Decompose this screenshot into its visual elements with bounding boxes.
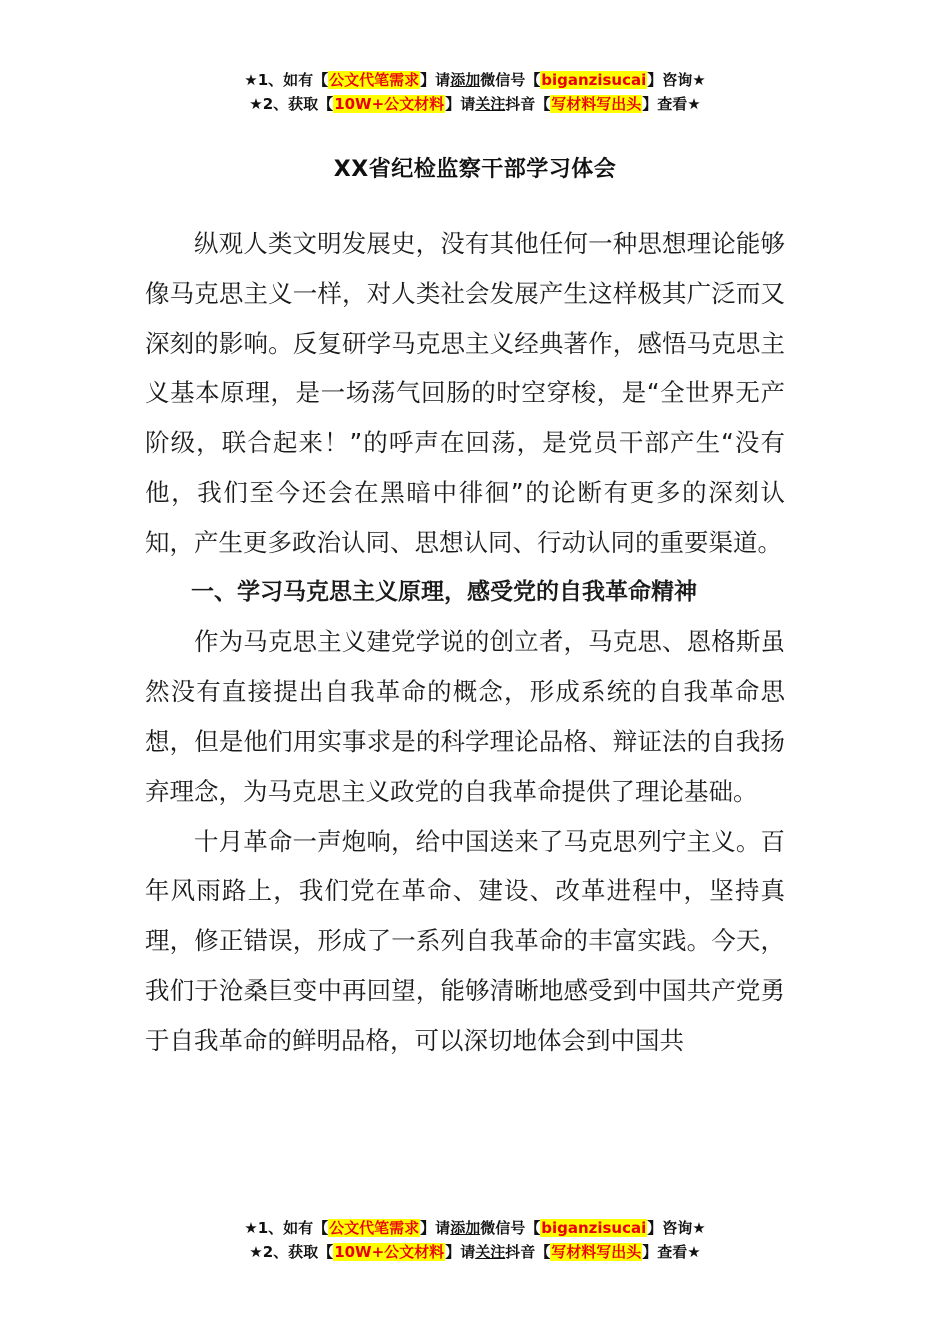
promo-text: 抖音【 <box>505 95 551 113</box>
promo-highlight: 10W+公文材料 <box>334 1243 445 1261</box>
promo-line-2 <box>0 1240 950 1264</box>
promo-wechat-id: biganzisucai <box>541 1219 647 1237</box>
promo-underlined: 添加 <box>450 71 481 89</box>
promo-douyin-name: 写材料写出头 <box>551 95 642 113</box>
document-title: XX省纪检监察干部学习体会 <box>333 157 617 182</box>
promo-text: ★1、如有【 <box>244 1219 329 1237</box>
promo-text: ★2、获取【 <box>249 1243 334 1261</box>
section-heading-1: 一、学习马克思主义原理，感受党的自我革命精神 <box>191 578 697 605</box>
promo-text: 】请 <box>445 1243 476 1261</box>
promo-highlight: 公文代笔需求 <box>329 1219 420 1237</box>
promo-text: 微信号【 <box>480 1219 541 1237</box>
promo-text: 】咨询★ <box>647 71 706 89</box>
paragraph-intro: 纵观人类文明发展史，没有其他任何一种思想理论能够像马克思主义一样，对人类社会发展产生这样极其广泛而又深刻的影响。反复研学马克思主义经典著作，感悟马克思主义基本原理，是一场荡气回肠的时空穿梭，是“全世界无产阶级，联合起来！”的呼声在回荡，是党员干部产生“没有他，我们至今还会在黑暗中徘徊”的论断有更多的深刻认知，产生更多政治认同、思想认同、行动认同的重要渠道。 <box>145 229 785 557</box>
promo-highlight: 10W+公文材料 <box>334 95 445 113</box>
promo-text: 】请 <box>445 95 476 113</box>
promo-text: 微信号【 <box>480 71 541 89</box>
promo-text: 】查看★ <box>642 95 701 113</box>
document-body <box>145 219 785 1066</box>
promo-douyin-name: 写材料写出头 <box>551 1243 642 1261</box>
promo-underlined: 关注 <box>475 95 506 113</box>
paragraph-3: 十月革命一声炮响，给中国送来了马克思列宁主义。百年风雨路上，我们党在革命、建设、改革进程中，坚持真理，修正错误，形成了一系列自我革命的丰富实践。今天，我们于沧桑巨变中再回望，能够清晰地感受到中国共产党勇于自我革命的鲜明品格，可以深切地体会到中国共 <box>145 826 785 1055</box>
promo-text: 】查看★ <box>642 1243 701 1261</box>
promo-underlined: 关注 <box>475 1243 506 1261</box>
promo-text: 抖音【 <box>505 1243 551 1261</box>
promo-line-1 <box>0 1216 950 1240</box>
promo-underlined: 添加 <box>450 1219 481 1237</box>
bottom-promo-banner <box>0 1216 950 1264</box>
promo-text: 】请 <box>420 71 451 89</box>
paragraph-2: 作为马克思主义建党学说的创立者，马克思、恩格斯虽然没有直接提出自我革命的概念，形成系统的自我革命思想，但是他们用实事求是的科学理论品格、辩证法的自我扬弃理念，为马克思主义政党的自我革命提供了理论基础。 <box>145 627 785 806</box>
promo-wechat-id: biganzisucai <box>541 71 647 89</box>
promo-text: ★2、获取【 <box>249 95 334 113</box>
promo-line-2 <box>0 92 950 116</box>
top-promo-banner <box>0 68 950 116</box>
promo-line-1 <box>0 68 950 92</box>
promo-highlight: 公文代笔需求 <box>329 71 420 89</box>
promo-text: ★1、如有【 <box>244 71 329 89</box>
promo-text: 】咨询★ <box>647 1219 706 1237</box>
promo-text: 】请 <box>420 1219 451 1237</box>
